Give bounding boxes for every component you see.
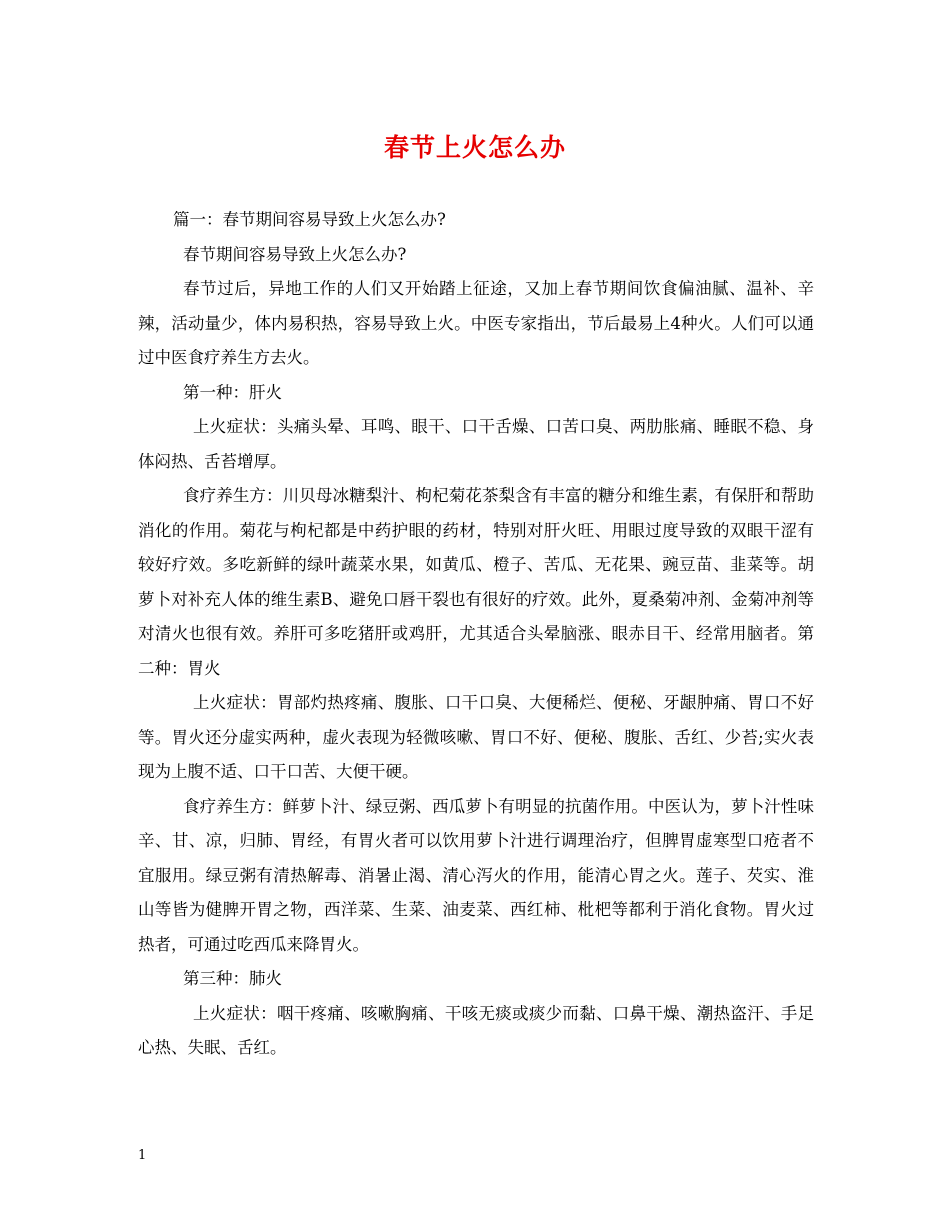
subheading: 春节期间容易导致上火怎么办? (183, 244, 407, 264)
heading-liver-fire: 第一种：肝火 (183, 382, 282, 402)
section-heading-part-one: 篇一：春节期间容易导致上火怎么办? (173, 210, 446, 229)
page-number: 1 (138, 1148, 147, 1163)
paragraph-stomach-symptoms: 上火症状：胃部灼热疼痛、腹胀、口干口臭、大便稀烂、便秘、牙龈肿痛、胃口不好等。胃火还分虚实两种，虚火表现为轻微咳嗽、胃口不好、便秘、腹胀、舌红、少苔;实火表现为上腹不适、口干口苦、大便干硬。 (138, 693, 814, 781)
paragraph-liver-diet: 食疗养生方：川贝母冰糖梨汁、枸杞菊花茶梨含有丰富的糖分和维生素，有保肝和帮助消化的作用。菊花与枸杞都是中药护眼的药材，特别对肝火旺、用眼过度导致的双眼干涩有较好疗效。多吃新鲜的绿叶蔬菜水果，如黄瓜、橙子、苦瓜、无花果、豌豆苗、韭菜等。胡萝卜对补充人体的维生素B、避免口唇干裂也有很好的疗效。此外，夏桑菊冲剂、金菊冲剂等对清火也很有效。养肝可多吃猪肝或鸡肝，尤其适合头晕脑涨、眼赤目干、经常用脑者。第二种：胃火 (138, 486, 814, 678)
document-body (138, 203, 814, 1066)
paragraph-stomach-diet: 食疗养生方：鲜萝卜汁、绿豆粥、西瓜萝卜有明显的抗菌作用。中医认为，萝卜汁性味辛、甘、凉，归肺、胃经，有胃火者可以饮用萝卜汁进行调理治疗，但脾胃虚寒型口疮者不宜服用。绿豆粥有清热解毒、消暑止渴、清心泻火的作用，能清心胃之火。莲子、芡实、淮山等皆为健脾开胃之物，西洋菜、生菜、油麦菜、西红柿、枇杷等都利于消化食物。胃火过热者，可通过吃西瓜来降胃火。 (138, 796, 814, 954)
document-title: 春节上火怎么办 (383, 133, 566, 162)
paragraph-lung-symptoms: 上火症状：咽干疼痛、咳嗽胸痛、干咳无痰或痰少而黏、口鼻干燥、潮热盗汗、手足心热、失眠、舌红。 (138, 1003, 814, 1057)
heading-lung-fire: 第三种：肺火 (183, 969, 282, 988)
paragraph-liver-symptoms: 上火症状：头痛头晕、耳鸣、眼干、口干舌燥、口苦口臭、两肋胀痛、睡眠不稳、身体闷热、舌苔增厚。 (138, 417, 814, 471)
paragraph-intro: 春节过后，异地工作的人们又开始踏上征途，又加上春节期间饮食偏油腻、温补、辛辣，活动量少，体内易积热，容易导致上火。中医专家指出，节后最易上4种火。人们可以通过中医食疗养生方去火。 (138, 279, 814, 367)
